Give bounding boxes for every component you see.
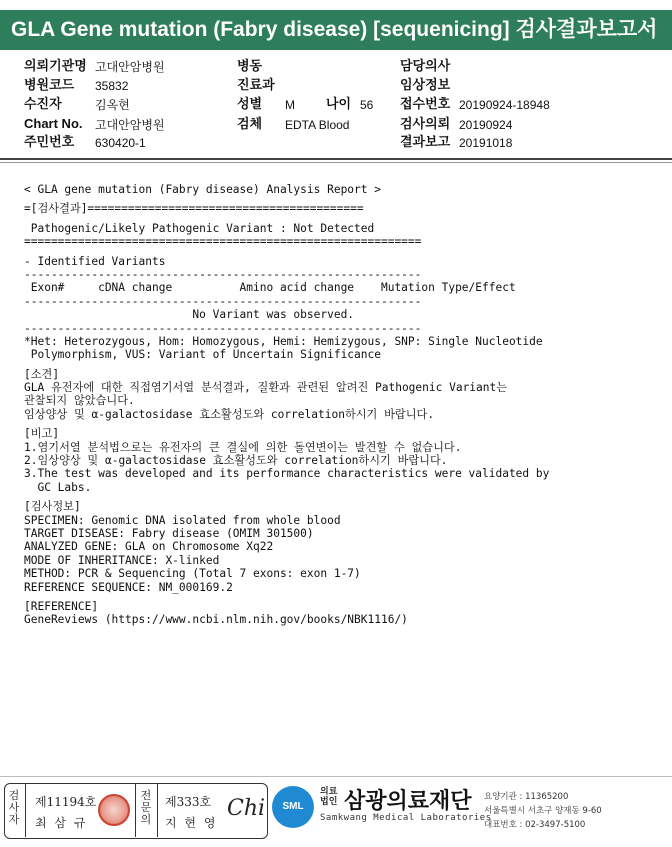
report-line: REFERENCE SEQUENCE: NM_000169.2 [24,580,233,594]
chart-no-label: Chart No. [24,116,83,131]
specialist-id: 제333호 [165,795,212,809]
doctor-label: 담당의사 [400,58,451,73]
resident-no-label: 주민번호 [24,134,75,149]
footer-divider [0,776,672,777]
report-line: ----------------------------------------------------------- [24,267,422,281]
report-line: - Identified Variants [24,254,166,268]
org-phone: 대표번호 : 02-3497-5100 [484,820,586,830]
report-line: 임상양상 및 α-galactosidase 효소활성도와 correlation하시기 바랍니다. [24,407,435,421]
report-line: *Het: Heterozygous, Hom: Homozygous, Hemi: Hemizygous, SNP: Single Nucleotide [24,334,543,348]
examiner-seal-icon [98,794,130,826]
examiner-name: 최 삼 규 [35,816,88,830]
report-line: < GLA gene mutation (Fabry disease) Analysis Report > [24,183,381,196]
report-line: 2.임상양상 및 α-galactosidase 효소활성도와 correlation하시기 바랍니다. [24,454,448,468]
report-line: 관찰되지 않았습니다. [24,394,135,408]
sig-divider-1 [25,784,26,837]
report-line: 3.The test was developed and its performance characteristics were validated by [24,467,550,481]
report-line: [검사정보] [24,500,81,514]
sig-divider-2 [135,784,136,837]
request-date-label: 검사의뢰 [400,116,451,131]
examiner-id: 제11194호 [35,795,97,809]
report-line: [비고] [24,427,60,441]
report-line: =[검사결과]========================================= [24,202,364,216]
report-line: GLA 유전자에 대한 직접염기서열 분석결과, 질환과 관련된 알려진 Pathogenic Variant는 [24,381,508,395]
report-line: =========================================================== [24,235,422,249]
report-line: METHOD: PCR & Sequencing (Total 7 exons: exon 1-7) [24,567,361,581]
specialist-name: 지 현 영 [165,816,218,830]
report-title: GLA Gene mutation (Fabry disease) [sequenicing] 검사결과보고서 [0,10,672,50]
ward-label: 병동 [237,58,263,73]
header-divider-thin [0,162,672,163]
sex-label: 성별 [237,96,263,111]
report-line: GC Labs. [24,480,92,494]
header-divider [0,158,672,160]
specimen-label: 검체 [237,116,263,131]
resident-no-value: 630420-1 [95,136,146,150]
report-line: SPECIMEN: Genomic DNA isolated from whole blood [24,513,341,527]
patient-label: 수진자 [24,96,62,111]
signature-box [4,783,268,839]
report-line: GeneReviews (https://www.ncbi.nlm.nih.gov/books/NBK1116/) [24,613,408,627]
report-line: [소견] [24,367,60,381]
hospital-label: 의뢰기관명 [24,58,87,73]
sig-divider-3 [157,784,158,837]
report-date-value: 20191018 [459,136,513,150]
report-line: No Variant was observed. [24,308,355,322]
receipt-no-value: 20190924-18948 [459,98,550,112]
chart-no-value: 고대안암병원 [95,118,165,132]
report-line: ----------------------------------------------------------- [24,294,422,308]
org-name: 삼광의료재단 [344,789,472,814]
hospital-code-label: 병원코드 [24,77,75,92]
report-line: Pathogenic/Likely Pathogenic Variant : Not Detected [24,221,375,235]
specimen-value: EDTA Blood [285,118,350,132]
report-line: [REFERENCE] [24,599,99,613]
org-type: 의료법인 [320,787,338,807]
report-line: ----------------------------------------------------------- [24,321,422,335]
hospital-value: 고대안암병원 [95,60,165,74]
report-date-label: 결과보고 [400,134,451,149]
report-line: Polymorphism, VUS: Variant of Uncertain Significance [24,348,381,362]
patient-value: 김옥현 [95,98,130,112]
age-value: 56 [360,98,374,112]
clinical-info-label: 임상정보 [400,77,451,92]
age-label: 나이 [326,96,352,111]
sml-logo-icon: SML [272,786,314,828]
receipt-no-label: 접수번호 [400,96,451,111]
report-line: MODE OF INHERITANCE: X-linked [24,553,220,567]
report-line: ANALYZED GENE: GLA on Chromosome Xq22 [24,540,274,554]
org-code: 요양기관 : 11365200 [484,792,569,802]
report-line: TARGET DISEASE: Fabry disease (OMIM 301500) [24,526,314,540]
report-line: 1.염기서열 분석법으로는 유전자의 큰 결실에 의한 돌연변이는 발견할 수 없습니다. [24,440,462,454]
report-line: Exon# cDNA change Amino acid change Mutation Type/Effect [24,281,516,295]
hospital-code-value: 35832 [95,79,129,93]
department-label: 진료과 [237,77,275,92]
patient-info-section [0,56,672,156]
request-date-value: 20190924 [459,118,513,132]
specialist-signature: Chi [227,796,266,821]
org-english-name: Samkwang Medical Laboratories [320,813,492,823]
specialist-vertical-label: 전문의 [140,789,152,826]
report-body [24,183,664,627]
sex-value: M [285,98,295,112]
examiner-vertical-label: 검사자 [8,789,20,826]
org-address: 서울특별시 서초구 양재동 9-60 [484,806,602,816]
